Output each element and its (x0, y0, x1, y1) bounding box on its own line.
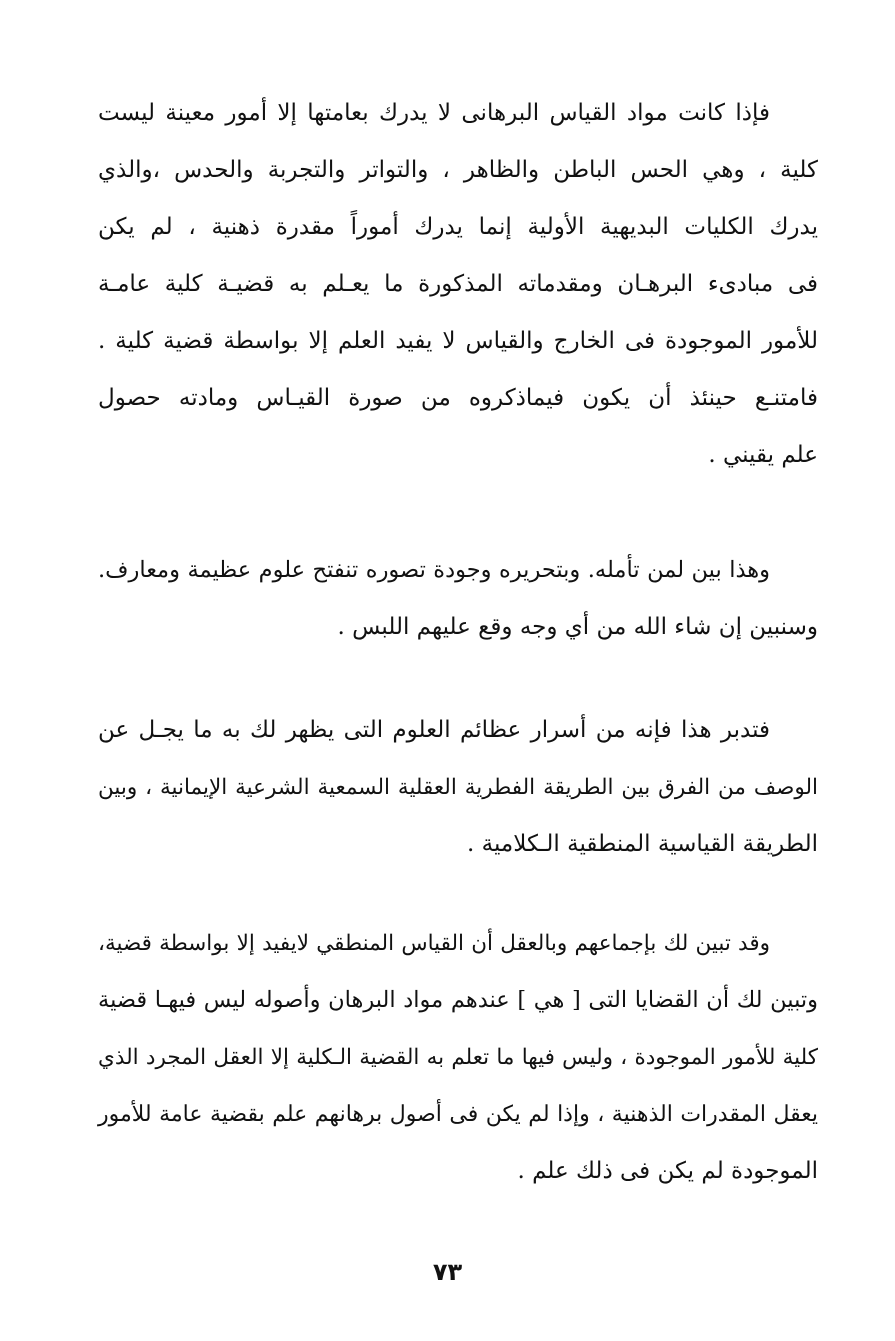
paragraph-line: فامتنـع حينئذ أن يكون فيماذكروه من صورة القيـاس ومادته حصول (98, 385, 818, 411)
paragraph-3 (98, 702, 818, 873)
paragraph-line: الوصف من الفرق بين الطريقة الفطرية العقلية السمعية الشرعية الإيمانية ، وبين (98, 775, 818, 800)
paragraph-line: كلية ، وهي الحس الباطن والظاهر ، والتواتر والتجربة والحدس ،والذي (98, 157, 818, 183)
paragraph-line: الموجودة لم يكن فى ذلك علم . (517, 1158, 818, 1184)
paragraph-line: وقد تبين لك بإجماعهم وبالعقل أن القياس المنطقي لايفيد إلا بواسطة قضية، (98, 931, 770, 956)
paragraph-line: وسنبين إن شاء الله من أي وجه وقع عليهم اللبس . (337, 614, 818, 640)
paragraph-line: وتبين لك أن القضايا التى [ هي ] عندهم مواد البرهان وأصوله ليس فيهـا قضية (98, 987, 818, 1013)
paragraph-line: للأمور الموجودة فى الخارج والقياس لا يفيد العلم إلا بواسطة قضية كلية . (98, 328, 818, 354)
paragraph-4 (98, 915, 818, 1200)
paragraph-1 (98, 85, 818, 484)
paragraph-line: الطريقة القياسية المنطقية الـكلامية . (467, 831, 818, 857)
paragraph-line: فإذا كانت مواد القياس البرهانى لا يدرك بعامتها إلا أمور معينة ليست (98, 100, 770, 126)
paragraph-line: فتدبر هذا فإنه من أسرار عظائم العلوم التى يظهر لك به ما يجـل عن (98, 717, 770, 743)
paragraph-line: يعقل المقدرات الذهنية ، وإذا لم يكن فى أصول برهانهم علم بقضية عامة للأمور (98, 1102, 818, 1127)
paragraph-line: فى مبادىء البرهـان ومقدماته المذكورة ما يعـلم به قضيـة كلية عامـة (98, 271, 818, 297)
paragraph-line: كلية للأمور الموجودة ، وليس فيها ما تعلم به القضية الـكلية إلا العقل المجرد الذي (98, 1045, 818, 1070)
paragraph-line: وهذا بين لمن تأمله. وبتحريره وجودة تصوره تنفتح علوم عظيمة ومعارف. (98, 557, 770, 583)
paragraph-line: يدرك الكليات البديهية الأولية إنما يدرك أموراً مقدرة ذهنية ، لم يكن (98, 214, 818, 240)
paragraph-line: علم يقيني . (708, 442, 818, 468)
page-number: ٧٣ (432, 1258, 463, 1286)
paragraph-2 (98, 542, 818, 656)
